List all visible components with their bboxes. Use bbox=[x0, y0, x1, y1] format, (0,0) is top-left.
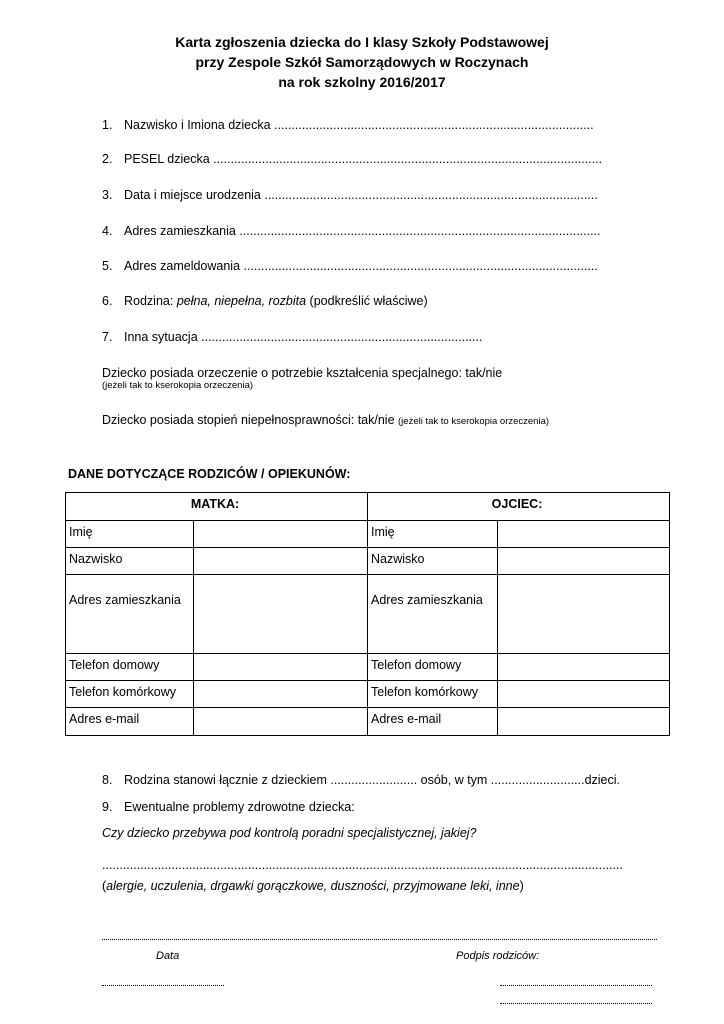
health-question: Czy dziecko przebywa pod kontrolą poradni specjalistycznej, jakiej? bbox=[102, 826, 477, 840]
parents-signature-field-1[interactable] bbox=[500, 985, 652, 986]
mother-label: Adres zamieszkania bbox=[66, 575, 194, 654]
table-row bbox=[66, 575, 670, 654]
father-header: OJCIEC: bbox=[368, 493, 670, 521]
item-child-name[interactable]: 1. Nazwisko i Imiona dziecka ............................................................................................ bbox=[102, 118, 594, 132]
mother-label: Nazwisko bbox=[66, 548, 194, 575]
table-row bbox=[66, 548, 670, 575]
father-label: Adres zamieszkania bbox=[368, 575, 498, 654]
item-residence-address[interactable]: 4. Adres zamieszkania ........................................................................................................ bbox=[102, 224, 601, 238]
special-education-statement[interactable]: Dziecko posiada orzeczenie o potrzebie kształcenia specjalnego: tak/nie (jeżeli tak to kserokopia orzeczenia) bbox=[102, 366, 503, 391]
health-answer-line[interactable]: ...................................................................................................................................................... bbox=[102, 858, 623, 872]
father-label: Telefon komórkowy bbox=[368, 681, 498, 708]
father-last-name-field[interactable] bbox=[498, 548, 670, 575]
parents-signature-field-2[interactable] bbox=[500, 1003, 652, 1004]
mother-first-name-field[interactable] bbox=[194, 521, 368, 548]
item-pesel[interactable]: 2. PESEL dziecka ................................................................................................................ bbox=[102, 152, 603, 166]
item-family-size[interactable]: 8. Rodzina stanowi łącznie z dzieckiem ......................... osób, w tym ...........................dzieci. bbox=[102, 773, 620, 787]
mother-address-field[interactable] bbox=[194, 575, 368, 654]
item-registered-address[interactable]: 5. Adres zameldowania ...................................................................................................... bbox=[102, 259, 598, 273]
date-field[interactable] bbox=[102, 985, 224, 986]
special-education-note: (jeżeli tak to kserokopia orzeczenia) bbox=[102, 380, 254, 391]
father-label: Telefon domowy bbox=[368, 654, 498, 681]
father-address-field[interactable] bbox=[498, 575, 670, 654]
date-label: Data bbox=[156, 950, 180, 962]
item-other-situation[interactable]: 7. Inna sytuacja ................................................................................. bbox=[102, 330, 483, 344]
mother-label: Telefon domowy bbox=[66, 654, 194, 681]
father-mobile-phone-field[interactable] bbox=[498, 681, 670, 708]
father-home-phone-field[interactable] bbox=[498, 654, 670, 681]
signature-separator-line bbox=[102, 939, 657, 940]
mother-label: Imię bbox=[66, 521, 194, 548]
health-hint: (alergie, uczulenia, drgawki gorączkowe, duszności, przyjmowane leki, inne) bbox=[102, 879, 524, 893]
mother-home-phone-field[interactable] bbox=[194, 654, 368, 681]
title-line-3: na rok szkolny 2016/2017 bbox=[278, 74, 446, 90]
mother-label: Adres e-mail bbox=[66, 708, 194, 736]
table-row bbox=[66, 521, 670, 548]
form-title bbox=[0, 32, 724, 92]
table-row bbox=[66, 654, 670, 681]
item-birth-date-place[interactable]: 3. Data i miejsce urodzenia ................................................................................................ bbox=[102, 188, 598, 202]
father-label: Nazwisko bbox=[368, 548, 498, 575]
item-health-problems: 9. Ewentualne problemy zdrowotne dziecka: bbox=[102, 800, 355, 814]
table-row bbox=[66, 708, 670, 736]
title-line-1: Karta zgłoszenia dziecka do I klasy Szkoły Podstawowej bbox=[175, 34, 549, 50]
father-label: Imię bbox=[368, 521, 498, 548]
item-family-type[interactable]: 6. Rodzina: pełna, niepełna, rozbita (podkreślić właściwe) bbox=[102, 294, 428, 308]
parents-section-heading: DANE DOTYCZĄCE RODZICÓW / OPIEKUNÓW: bbox=[68, 467, 351, 481]
mother-header: MATKA: bbox=[66, 493, 368, 521]
father-email-field[interactable] bbox=[498, 708, 670, 736]
disability-statement[interactable]: Dziecko posiada stopień niepełnosprawności: tak/nie (jeżeli tak to kserokopia orzeczenia) bbox=[102, 413, 550, 427]
father-label: Adres e-mail bbox=[368, 708, 498, 736]
mother-last-name-field[interactable] bbox=[194, 548, 368, 575]
mother-label: Telefon komórkowy bbox=[66, 681, 194, 708]
title-line-2: przy Zespole Szkół Samorządowych w Roczynach bbox=[195, 54, 529, 70]
father-first-name-field[interactable] bbox=[498, 521, 670, 548]
parents-table bbox=[65, 492, 670, 736]
parents-signature-label: Podpis rodziców: bbox=[456, 950, 540, 962]
disability-note: (jeżeli tak to kserokopia orzeczenia) bbox=[398, 416, 550, 427]
mother-email-field[interactable] bbox=[194, 708, 368, 736]
mother-mobile-phone-field[interactable] bbox=[194, 681, 368, 708]
table-row bbox=[66, 681, 670, 708]
